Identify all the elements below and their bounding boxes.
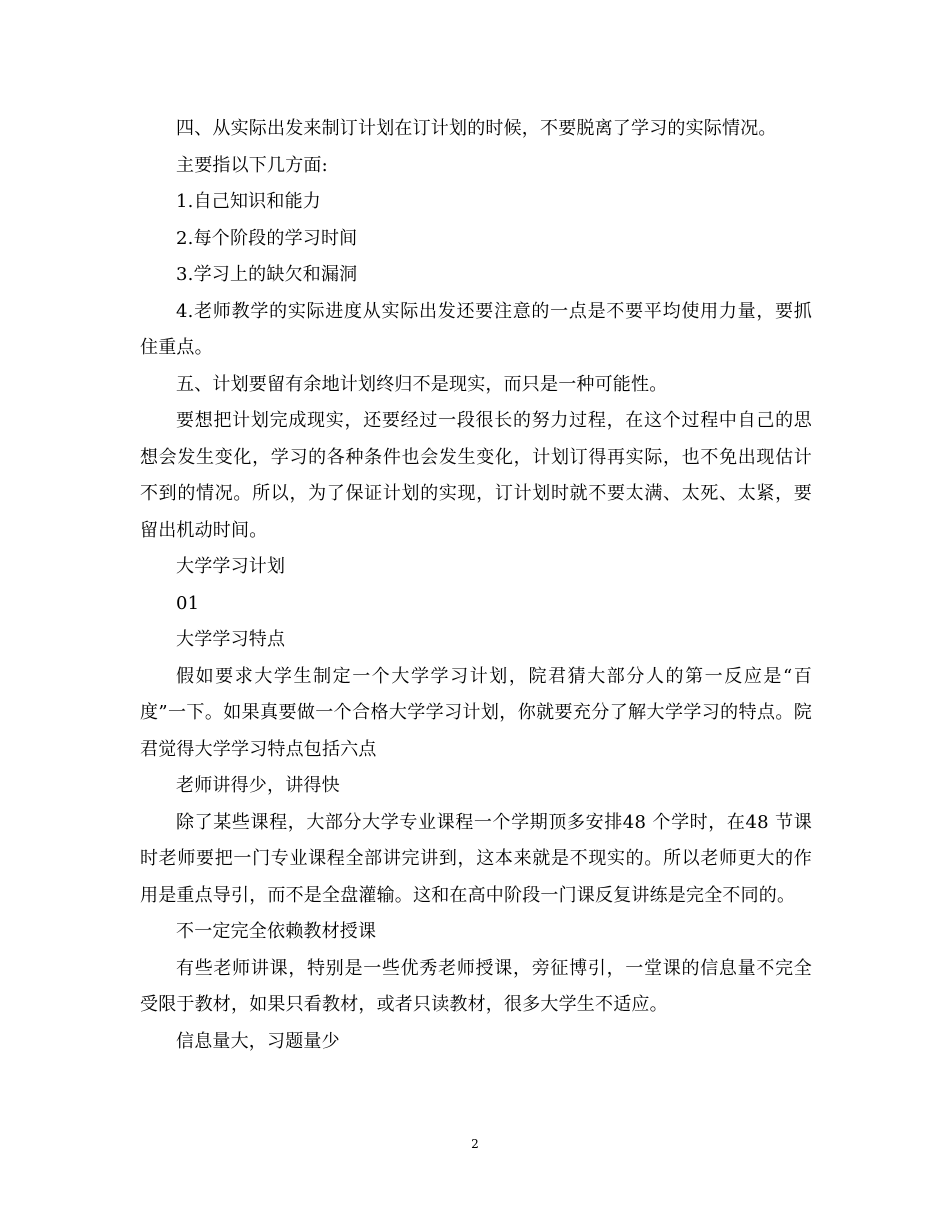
- list-item: 1.自己知识和能力: [176, 191, 321, 212]
- point-heading: 老师讲得少，讲得快: [176, 775, 340, 796]
- list-item: 3.学习上的缺欠和漏洞: [176, 264, 358, 285]
- paragraph: 要想把计划完成现实，还要经过一段很长的努力过程，在这个过程中自己的思想会发生变化，学习的各种条件也会发生变化，计划订得再实际，也不免出现估计不到的情况。所以，为了保证计划的实现，订计划时就不要太满、太死、太紧，要留出机动时间。: [140, 410, 812, 541]
- section-title: 大学学习计划: [176, 556, 286, 577]
- paragraph-intro: 主要指以下几方面:: [176, 154, 328, 176]
- point-heading: 不一定完全依赖教材授课: [176, 921, 377, 942]
- document-body: [140, 111, 812, 1060]
- list-item: 2.每个阶段的学习时间: [176, 227, 358, 249]
- point-heading: 信息量大，习题量少: [176, 1030, 340, 1052]
- subsection-title: 大学学习特点: [176, 629, 286, 650]
- section-number: 01: [176, 592, 200, 614]
- paragraph: 有些老师讲课，特别是一些优秀老师授课，旁征博引，一堂课的信息量不完全受限于教材，如果只看教材，或者只读教材，很多大学生不适应。: [140, 957, 812, 1015]
- list-item: 4.老师教学的实际进度从实际出发还要注意的一点是不要平均使用力量，要抓住重点。: [140, 300, 812, 358]
- paragraph: 假如要求大学生制定一个大学学习计划，院君猜大部分人的第一反应是“百度”一下。如果真要做一个合格大学学习计划，你就要充分了解大学学习的特点。院君觉得大学学习特点包括六点: [140, 665, 812, 760]
- heading-five: 五、计划要留有余地计划终归不是现实，而只是一种可能性。: [176, 373, 668, 395]
- page-number: 2: [471, 1137, 479, 1151]
- paragraph: 除了某些课程，大部分大学专业课程一个学期顶多安排48 个学时，在48 节课时老师要把一门专业课程全部讲完讲到，这本来就是不现实的。所以老师更大的作用是重点导引，而不是全盘灌输。这和在高中阶段一门课反复讲练是完全不同的。: [140, 811, 812, 906]
- heading-four: 四、从实际出发来制订计划在订计划的时候，不要脱离了学习的实际情况。: [176, 118, 777, 139]
